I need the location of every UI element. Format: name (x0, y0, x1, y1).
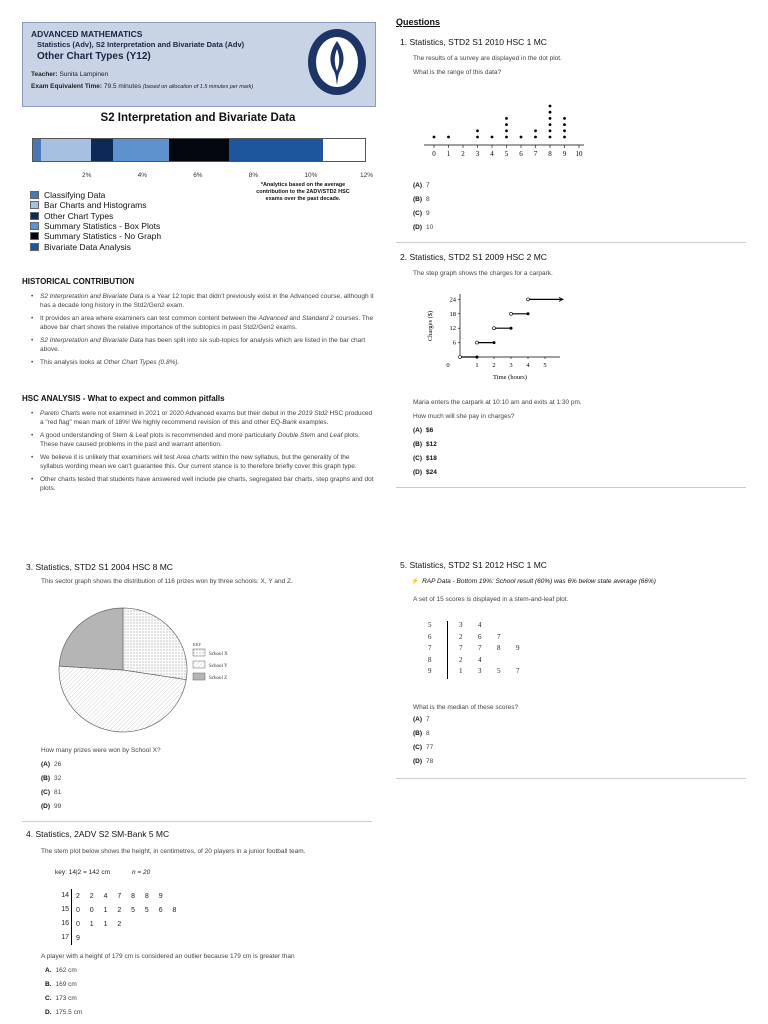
bar-segment (229, 139, 323, 161)
leaves: 2 2 4 7 8 8 9 (76, 892, 163, 900)
legend-label: Summary Statistics - No Graph (44, 231, 162, 242)
q4-text: The stem plot below shows the height, in centimetres, of 20 players in a junior football team. (41, 848, 306, 855)
leaf: 5 (497, 667, 501, 675)
x-tick-label: 4 (526, 362, 530, 369)
leaves: 9 (76, 934, 80, 942)
option-letter: (B) (413, 730, 423, 737)
hsc-analysis-heading: HSC ANALYSIS - What to expect and common pitfalls (22, 394, 225, 403)
option-letter: (B) (413, 196, 423, 203)
q4-stem-plot (60, 889, 176, 945)
answer-option[interactable] (413, 427, 437, 441)
closed-point (493, 341, 496, 344)
q5-rap-data: ⚡ RAP Data - Bottom 19%: School result (60%) was 6% below state average (66%) (411, 578, 656, 585)
leaf: 3 (459, 621, 463, 629)
option-value: 9 (426, 210, 430, 217)
option-letter: (A) (413, 427, 423, 434)
stem-row (60, 917, 176, 931)
divider (396, 778, 746, 779)
answer-option[interactable] (413, 441, 437, 455)
leaf: 7 (478, 644, 482, 652)
option-value: 32 (54, 775, 62, 782)
data-point (447, 136, 450, 139)
option-letter: D. (45, 1009, 52, 1016)
closed-point (510, 327, 513, 330)
answer-option[interactable] (413, 182, 433, 196)
data-point (549, 105, 552, 108)
open-point (510, 312, 513, 315)
option-letter: (A) (41, 761, 51, 768)
school-crest-icon (306, 27, 368, 97)
leaf: 6 (478, 632, 482, 641)
q5-question: What is the median of these scores? (413, 704, 519, 711)
option-letter: (C) (41, 789, 51, 796)
answer-option[interactable] (413, 469, 437, 483)
legend-label: School Z (209, 676, 228, 681)
leaf: 4 (478, 621, 482, 629)
chart-legend (30, 190, 161, 252)
data-point (505, 123, 508, 126)
q1-options (413, 182, 433, 238)
option-value: 7 (426, 716, 430, 723)
option-value: $24 (426, 469, 437, 476)
legend-swatch (30, 232, 39, 240)
axis-tick-label: 8% (248, 172, 259, 179)
data-point (549, 111, 552, 114)
option-value: $12 (426, 441, 437, 448)
q2-options (413, 427, 437, 483)
exam-time-line: Exam Equivalent Time: 79.5 minutes (based on allocation of 1.5 minutes per mark) (31, 83, 254, 90)
worksheet-title: Other Chart Types (Y12) (37, 51, 151, 62)
leaf: 4 (478, 655, 482, 664)
q2-step-graph (420, 290, 570, 385)
stem: 17 (60, 931, 72, 945)
axis-tick-label: 3 (475, 150, 480, 157)
option-letter: (D) (413, 224, 423, 231)
stem: 6 (428, 632, 432, 641)
answer-option[interactable] (45, 967, 82, 981)
option-letter: B. (45, 981, 52, 988)
bar-segment (91, 139, 113, 161)
option-value: 8 (426, 730, 430, 737)
q3-text: This sector graph shows the distribution of 116 prizes won by three schools: X, Y and Z. (41, 578, 293, 585)
open-point (476, 341, 479, 344)
answer-option[interactable] (413, 758, 433, 772)
y-tick-label: 12 (449, 325, 456, 333)
stem-row (60, 903, 176, 917)
stem-row (428, 656, 538, 668)
legend-key-label: KEY (193, 642, 202, 647)
data-point (549, 129, 552, 132)
data-point (563, 117, 566, 120)
q3-question: How many prizes were won by School X? (41, 747, 161, 754)
legend-item (30, 221, 161, 231)
x-tick-label: 1 (475, 362, 479, 369)
bar-segment (41, 139, 91, 161)
q4-options (45, 967, 82, 1023)
bar-segment (113, 139, 168, 161)
option-value: 99 (54, 803, 62, 810)
topic-subtitle: Statistics (Adv), S2 Interpretation and Bivariate Data (Adv) (37, 40, 245, 49)
legend-swatch (30, 243, 39, 251)
worksheet-header (22, 22, 376, 107)
subtopic-bar-chart (32, 138, 366, 162)
axis-tick-label: 2% (82, 172, 92, 179)
y-tick-label: 18 (449, 310, 456, 318)
list-item: • S2 Interpretation and Bivariate Data has been split into six sub-topics for analysis which are listed in the bar chart above. (22, 336, 374, 354)
historical-list (22, 292, 374, 371)
divider (396, 487, 746, 488)
legend-swatch (193, 649, 205, 656)
option-letter: (B) (41, 775, 51, 782)
open-point (493, 327, 496, 330)
leaf: 9 (516, 644, 520, 652)
legend-swatch (30, 191, 39, 199)
subject-title: ADVANCED MATHEMATICS (31, 29, 143, 39)
axis-tick-label: 10 (575, 150, 583, 157)
option-letter: (A) (413, 182, 423, 189)
leaves: 0 1 1 2 (76, 920, 122, 928)
chart-title: S2 Interpretation and Bivariate Data (100, 112, 296, 124)
answer-option[interactable] (45, 1009, 82, 1023)
answer-option[interactable] (413, 196, 433, 210)
legend-item (30, 200, 161, 210)
leaf: 7 (516, 667, 520, 675)
q1-question: What is the range of this data? (413, 69, 502, 76)
stem-row (428, 633, 538, 645)
open-point (459, 356, 462, 359)
option-value: 10 (426, 224, 434, 231)
answer-option[interactable] (413, 455, 437, 469)
axis-tick-label: 0 (432, 150, 436, 157)
answer-option[interactable] (413, 224, 433, 238)
legend-label: Classifying Data (44, 190, 106, 201)
legend-item (30, 231, 161, 241)
teacher-line: Teacher: Sunita Lampinen (31, 71, 109, 78)
questions-heading: Questions (396, 17, 441, 27)
legend-label: School Y (209, 664, 228, 669)
x-tick-label: 0 (446, 362, 450, 369)
q2-text: The step graph shows the charges for a carpark. (413, 270, 553, 277)
option-value: 162 cm (55, 967, 77, 974)
hsc-analysis-list (22, 409, 374, 497)
list-item: • We believe it is unlikely that examiners will test Area charts within the new syllabus, but the generality of the syllabus wording mean we can't guarantee this. Our current stance is to therefore briefly cover this graph type. (22, 453, 374, 471)
data-point (563, 129, 566, 132)
option-letter: (D) (41, 803, 51, 810)
axis-tick-label: 1 (446, 150, 451, 157)
leaf: 8 (497, 644, 501, 652)
option-letter: A. (45, 967, 52, 974)
answer-option[interactable] (41, 789, 61, 803)
x-tick-label: 3 (509, 362, 513, 369)
option-value: 7 (426, 182, 430, 189)
q2-text-2: Maria enters the carpark at 10:10 am and exits at 1:30 pm. (413, 399, 582, 406)
divider (396, 242, 746, 243)
data-point (491, 136, 494, 139)
pie-slice (59, 608, 123, 670)
stem: 7 (428, 644, 432, 652)
option-letter: (B) (413, 441, 423, 448)
legend-swatch (30, 212, 39, 220)
stem-row (428, 667, 538, 679)
option-value: 81 (54, 789, 62, 796)
q4-question: A player with a height of 179 cm is considered an outlier because 179 cm is greater than (41, 953, 295, 960)
legend-label: Bivariate Data Analysis (44, 241, 131, 252)
bar-segment (33, 139, 41, 161)
option-value: 26 (54, 761, 62, 768)
axis-tick-label: 8 (548, 150, 552, 157)
option-letter: (C) (413, 744, 423, 751)
legend-item (30, 211, 161, 221)
legend-item (30, 190, 161, 200)
legend-label: Bar Charts and Histograms (44, 200, 147, 211)
list-item: • A good understanding of Stem & Leaf plots is recommended and more particularly Double Stem and Leaf plots. These have caused problems in the past and warrant attention. (22, 431, 374, 449)
option-letter: (D) (413, 469, 423, 476)
answer-option[interactable] (413, 730, 433, 744)
data-point (563, 136, 566, 139)
leaves: 0 0 1 2 5 5 6 8 (76, 906, 177, 914)
axis-tick-label: 5 (504, 150, 509, 157)
stem: 9 (428, 667, 432, 675)
q3-options (41, 761, 61, 817)
leaf: 7 (459, 644, 463, 652)
q2-heading: 2. Statistics, STD2 S1 2009 HSC 2 MC (400, 252, 547, 262)
answer-option[interactable] (41, 761, 61, 775)
legend-swatch (30, 201, 39, 209)
option-value: $18 (426, 455, 437, 462)
list-item: • This analysis looks at Other Chart Types (0.8%). (22, 358, 374, 367)
stem: 15 (60, 903, 72, 917)
pie-slice (123, 608, 187, 680)
data-point (563, 123, 566, 126)
answer-option[interactable] (45, 995, 82, 1009)
option-value: 169 cm (55, 981, 77, 988)
stem-row (60, 889, 176, 903)
data-point (476, 136, 479, 139)
axis-tick-label: 10% (304, 172, 318, 179)
data-point (549, 117, 552, 120)
stem-row (428, 644, 538, 656)
axis-tick-label: 9 (562, 150, 567, 157)
q5-stem-plot (428, 621, 538, 679)
leaf: 2 (459, 655, 463, 664)
analytics-note: *Analytics based on the average contribution to the 2ADV/STD2 HSC exams over the past decade. (256, 182, 350, 202)
q1-text: The results of a survey are displayed in the dot plot. (413, 55, 562, 62)
option-value: 77 (426, 744, 434, 751)
data-point (549, 136, 552, 139)
answer-option[interactable] (413, 744, 433, 758)
legend-swatch (193, 673, 205, 680)
open-point (527, 298, 530, 301)
option-value: 173 cm (55, 995, 77, 1002)
legend-label: Other Chart Types (44, 210, 114, 221)
option-value: 8 (426, 196, 430, 203)
axis-tick-label: 2 (461, 150, 465, 157)
option-letter: C. (45, 995, 52, 1002)
answer-option[interactable] (413, 716, 433, 730)
axis-tick-label: 6 (519, 150, 523, 157)
list-item: • It provides an area where examiners can test common content between the Advanced and Standard 2 courses. The above bar chart shows the relative importance of the subtopics in past Std2/Gen2 exams. (22, 314, 374, 332)
answer-option[interactable] (41, 775, 61, 789)
chart-axis (22, 172, 372, 182)
x-tick-label: 5 (543, 362, 547, 369)
axis-tick-label: 7 (533, 150, 538, 157)
y-axis-label: Charges ($) (427, 310, 434, 342)
data-point (549, 123, 552, 126)
q1-dot-plot (420, 95, 590, 157)
stem-divider (447, 621, 448, 679)
y-tick-label: 6 (452, 339, 456, 347)
divider (22, 821, 372, 822)
axis-tick-label: 12% (360, 172, 374, 179)
stem-row (428, 621, 538, 633)
q5-text: A set of 15 scores is displayed in a stem-and-leaf plot. (413, 596, 569, 603)
leaf: 7 (497, 632, 501, 641)
q4-key: key: 14|2 = 142 cm n = 20 (55, 869, 151, 876)
option-letter: (C) (413, 210, 423, 217)
q5-options (413, 716, 433, 772)
data-point (520, 136, 523, 139)
list-item: • Pareto Charts were not examined in 2021 or 2020 Advanced exams but their debut in the 2019 Std2 HSC produced a "red flag" mean mark of 18%! We highly recommend revision of this and other EQ-Bank examples. (22, 409, 374, 427)
option-value: 78 (426, 758, 434, 765)
list-item: • Other charts tested that students have answered well include pie charts, segregated bar charts, step graphs and dot plots. (22, 475, 374, 493)
data-point (433, 136, 436, 139)
closed-point (527, 312, 530, 315)
data-point (505, 117, 508, 120)
option-value: $6 (426, 427, 434, 434)
q2-question: How much will she pay in charges? (413, 413, 515, 420)
q1-heading: 1. Statistics, STD2 S1 2010 HSC 1 MC (400, 37, 547, 47)
option-letter: (C) (413, 455, 423, 462)
y-tick-label: 24 (449, 296, 456, 304)
bar-segment (169, 139, 230, 161)
x-tick-label: 2 (492, 362, 496, 369)
data-point (505, 136, 508, 139)
stem: 14 (60, 889, 72, 903)
answer-option[interactable] (413, 210, 433, 224)
answer-option[interactable] (45, 981, 82, 995)
stem: 8 (428, 655, 432, 664)
axis-tick-label: 6% (193, 172, 203, 179)
q3-sector-graph (55, 598, 275, 743)
answer-option[interactable] (41, 803, 61, 817)
legend-label: School X (209, 652, 228, 657)
legend-swatch (193, 661, 205, 668)
stem-row (60, 931, 176, 945)
lightning-icon: ⚡ (411, 578, 420, 585)
axis-tick-label: 4 (490, 150, 494, 157)
legend-item (30, 241, 161, 251)
legend-label: Summary Statistics - Box Plots (44, 221, 161, 232)
leaf: 2 (459, 632, 463, 641)
data-point (534, 136, 537, 139)
stem: 16 (60, 917, 72, 931)
q3-heading: 3. Statistics, STD2 S1 2004 HSC 8 MC (26, 562, 173, 572)
stem: 5 (428, 621, 432, 629)
legend-swatch (30, 222, 39, 230)
data-point (505, 129, 508, 132)
data-point (534, 129, 537, 132)
data-point (476, 129, 479, 132)
leaf: 3 (478, 667, 482, 675)
q4-heading: 4. Statistics, 2ADV S2 SM-Bank 5 MC (26, 829, 170, 839)
axis-tick-label: 4% (137, 172, 147, 179)
historical-heading: HISTORICAL CONTRIBUTION (22, 277, 135, 286)
x-axis-label: Time (hours) (493, 374, 527, 381)
leaf: 1 (459, 667, 463, 675)
list-item: • S2 Interpretation and Bivariate Data is a Year 12 topic that didn't previously exist in the Advanced course, although it has a decade long history in the Std2/Gen2 exam. (22, 292, 374, 310)
option-letter: (D) (413, 758, 423, 765)
option-value: 175.5 cm (55, 1009, 83, 1016)
closed-point (476, 356, 479, 359)
q5-heading: 5. Statistics, STD2 S1 2012 HSC 1 MC (400, 560, 547, 570)
option-letter: (A) (413, 716, 423, 723)
